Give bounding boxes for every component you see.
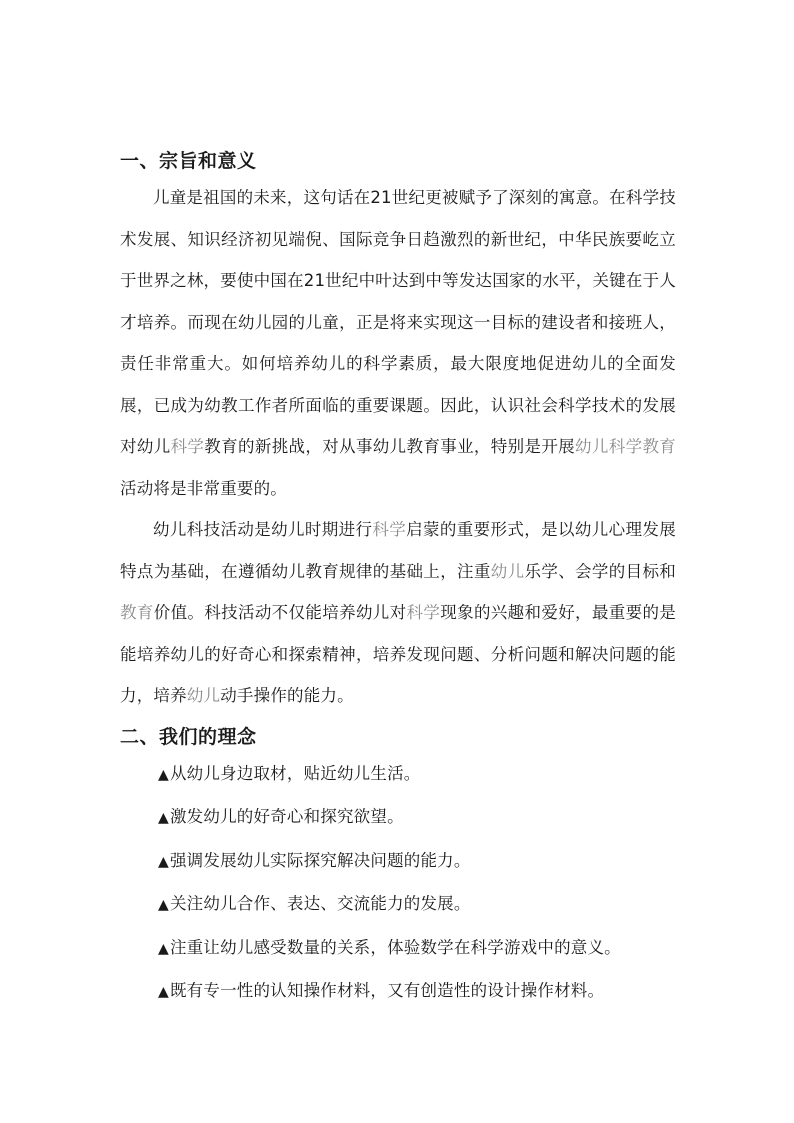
highlight-text: 幼儿: [490, 561, 525, 581]
triangle-bullet-icon: ▲: [158, 984, 169, 1000]
highlight-text: 幼儿科学教育: [575, 437, 677, 456]
highlight-text: 科学: [372, 520, 407, 539]
paragraph-purpose-1: [120, 177, 676, 509]
section-heading-purpose: 一、宗旨和意义: [120, 150, 257, 172]
list-item-text: 既有专一性的认知操作材料，又有创造性的设计操作材料。: [169, 981, 605, 1000]
text-run: 启蒙的重要形式，是以幼儿心理发展特点为基础，在遵循幼儿教育规律的基础上，注重: [120, 520, 676, 581]
list-item-text: 关注幼儿合作、表达、交流能力的发展。: [169, 894, 471, 913]
text-run: 现象的兴趣和爱好，最重要的是能培养幼儿的好奇心和探索精神，培养发现问题、分析问题和解决问题的能力，培养: [120, 603, 677, 705]
list-item-text: 强调发展幼儿实际探究解决问题的能力。: [169, 850, 471, 870]
list-item: [158, 753, 676, 797]
list-item: [158, 796, 676, 840]
philosophy-list: [120, 753, 676, 1014]
text-run: 动手操作的能力。: [220, 686, 354, 705]
list-item-text: 从幼儿身边取材，贴近幼儿生活。: [169, 763, 421, 783]
text-run: 儿童是祖国的未来，这句话在21世纪更被赋予了深刻的寓意。在科学技术发展、知识经济初见端倪、国际竞争日趋激烈的新世纪，中华民族要屹立于世界之林，要使中国在21世纪中叶达到中等发达国家的水平，关键在于人才培养。而现在幼儿园的儿童，正是将来实现这一目标的建设者和接班人，责任非常重大。如何培养幼儿的科学素质，最大限度地促进幼儿的全面发展，已成为幼教工作者所面临的重要课题。因此，认识社会科学技术的发展对幼儿: [120, 188, 676, 456]
list-item: [158, 927, 676, 971]
triangle-bullet-icon: ▲: [158, 766, 169, 783]
highlight-text: 教育: [120, 603, 154, 622]
highlight-text: 幼儿: [186, 686, 221, 705]
highlight-text: 科学: [170, 437, 205, 456]
text-run: 乐学、会学的目标和: [524, 561, 677, 581]
list-item: [158, 970, 676, 1014]
document-page: [120, 145, 676, 1014]
text-run: 教育的新挑战，对从事幼儿教育事业，特别是开展: [204, 437, 576, 456]
triangle-bullet-icon: ▲: [158, 940, 169, 957]
text-run: 幼儿科技活动是幼儿时期进行: [153, 520, 373, 539]
text-run: 活动将是非常重要的。: [120, 478, 287, 498]
list-item: [158, 883, 676, 927]
list-item: [158, 840, 676, 884]
list-item-text: 注重让幼儿感受数量的关系，体验数学在科学游戏中的意义。: [169, 937, 621, 957]
list-item-text: 激发幼儿的好奇心和探究欲望。: [169, 807, 404, 826]
text-run: 价值。科技活动不仅能培养幼儿对: [153, 603, 407, 622]
paragraph-purpose-2: [120, 509, 676, 717]
section-heading-philosophy: 二、我们的理念: [120, 725, 257, 748]
highlight-text: 科学: [406, 603, 441, 622]
triangle-bullet-icon: ▲: [158, 897, 169, 913]
triangle-bullet-icon: ▲: [158, 810, 169, 826]
triangle-bullet-icon: ▲: [158, 853, 169, 870]
